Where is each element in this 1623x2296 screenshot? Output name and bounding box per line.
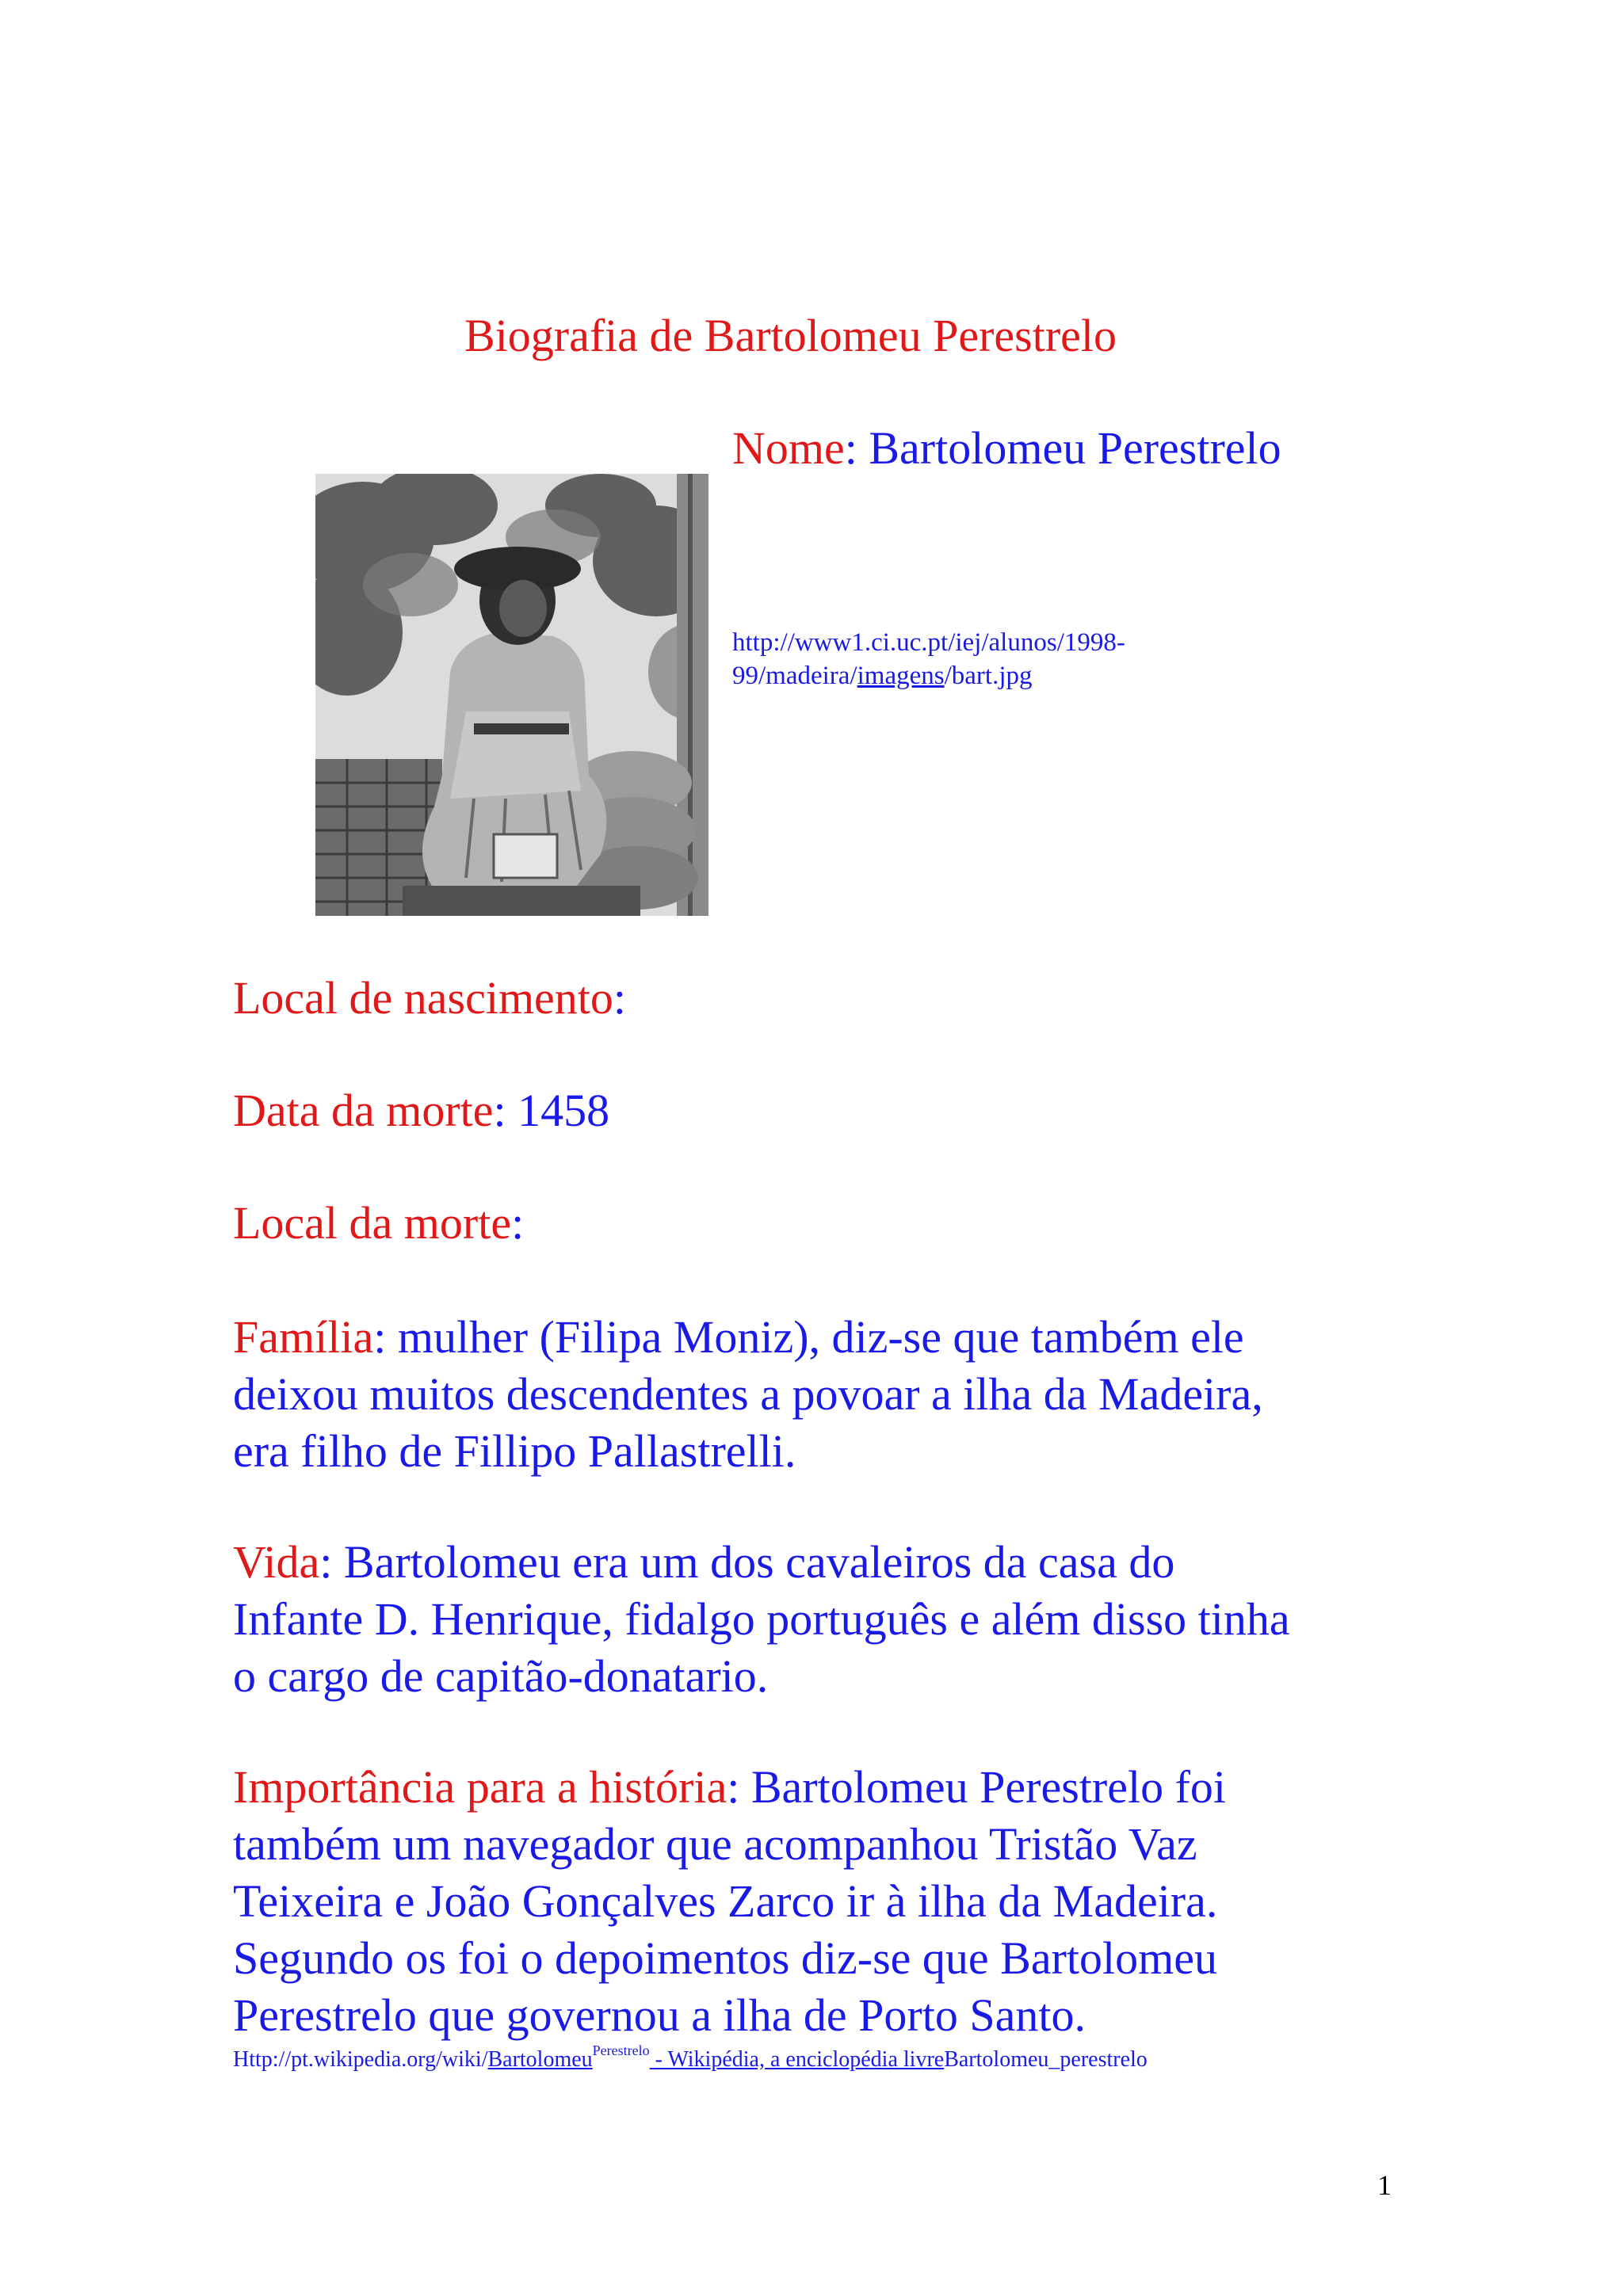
death-place-separator: : bbox=[511, 1197, 525, 1249]
life-text-1: Bartolomeu era um dos cavaleiros da casa do bbox=[332, 1536, 1175, 1588]
statue-photo bbox=[315, 474, 708, 916]
reference-superscript: Perestrelo bbox=[592, 2042, 650, 2058]
importance-text-2: também um navegador que acompanhou Tristão Vaz bbox=[233, 1818, 1197, 1870]
importance-separator: : bbox=[727, 1761, 740, 1813]
image-url-path: 99/madeira/ bbox=[732, 662, 857, 690]
reference-suffix: Bartolomeu_perestrelo bbox=[944, 2047, 1148, 2072]
importance-text-5: Perestrelo que governou a ilha de Porto Santo. bbox=[233, 1989, 1086, 2041]
death-place-label: Local da morte bbox=[233, 1197, 512, 1249]
reference-link-1[interactable]: Bartolomeu bbox=[487, 2047, 593, 2072]
family-text-2: deixou muitos descendentes a povoar a ilha da Madeira, bbox=[233, 1368, 1263, 1420]
image-url-file: /bart.jpg bbox=[944, 662, 1033, 690]
family-text-3: era filho de Fillipo Pallastrelli. bbox=[233, 1425, 796, 1477]
life-line1 bbox=[233, 1534, 1290, 1591]
name-label: Nome bbox=[732, 422, 845, 474]
importance-label: Importância para a história bbox=[233, 1761, 727, 1813]
name-separator: : bbox=[844, 422, 857, 474]
family-label: Família bbox=[233, 1311, 374, 1363]
life-text-3: o cargo de capitão-donatario. bbox=[233, 1650, 769, 1702]
field-life bbox=[233, 1534, 1290, 1705]
field-birthplace bbox=[233, 970, 626, 1027]
name-value: Bartolomeu Perestrelo bbox=[857, 422, 1281, 474]
field-death-place bbox=[233, 1195, 524, 1252]
life-label: Vida bbox=[233, 1536, 320, 1588]
image-url-line2 bbox=[732, 659, 1125, 692]
death-date-value: 1458 bbox=[506, 1085, 610, 1136]
birthplace-separator: : bbox=[613, 972, 627, 1024]
importance-text-3: Teixeira e João Gonçalves Zarco ir à ilha da Madeira. bbox=[233, 1875, 1218, 1927]
death-date-label: Data da morte bbox=[233, 1085, 494, 1136]
reference-prefix: Http://pt.wikipedia.org/wiki/ bbox=[233, 2047, 488, 2072]
field-death-date bbox=[233, 1082, 609, 1139]
importance-text-1: Bartolomeu Perestrelo foi bbox=[739, 1761, 1227, 1813]
page-number: 1 bbox=[1377, 2169, 1392, 2201]
family-line1 bbox=[233, 1309, 1263, 1366]
family-separator: : bbox=[373, 1311, 387, 1363]
field-family bbox=[233, 1309, 1263, 1480]
field-importance bbox=[233, 1759, 1226, 2044]
life-separator: : bbox=[319, 1536, 333, 1588]
reference-link-2[interactable]: - Wikipédia, a enciclopédia livre bbox=[649, 2047, 945, 2072]
importance-text-4: Segundo os foi o depoimentos diz-se que Bartolomeu bbox=[233, 1932, 1217, 1984]
image-source-url bbox=[732, 626, 1125, 692]
family-text-1: mulher (Filipa Moniz), diz-se que também ele bbox=[386, 1311, 1244, 1363]
death-date-separator: : bbox=[493, 1085, 506, 1136]
name-field bbox=[732, 420, 1281, 477]
image-url-line1: http://www1.ci.uc.pt/iej/alunos/1998- bbox=[732, 628, 1125, 657]
reference-line bbox=[233, 2036, 1148, 2074]
importance-line1 bbox=[233, 1759, 1226, 1816]
birthplace-label: Local de nascimento bbox=[233, 972, 613, 1024]
statue-photo-image bbox=[315, 474, 708, 916]
document-title: Biografia de Bartolomeu Perestrelo bbox=[464, 310, 1117, 361]
life-text-2: Infante D. Henrique, fidalgo português e além disso tinha bbox=[233, 1593, 1290, 1645]
image-url-link[interactable]: imagens bbox=[857, 662, 945, 690]
